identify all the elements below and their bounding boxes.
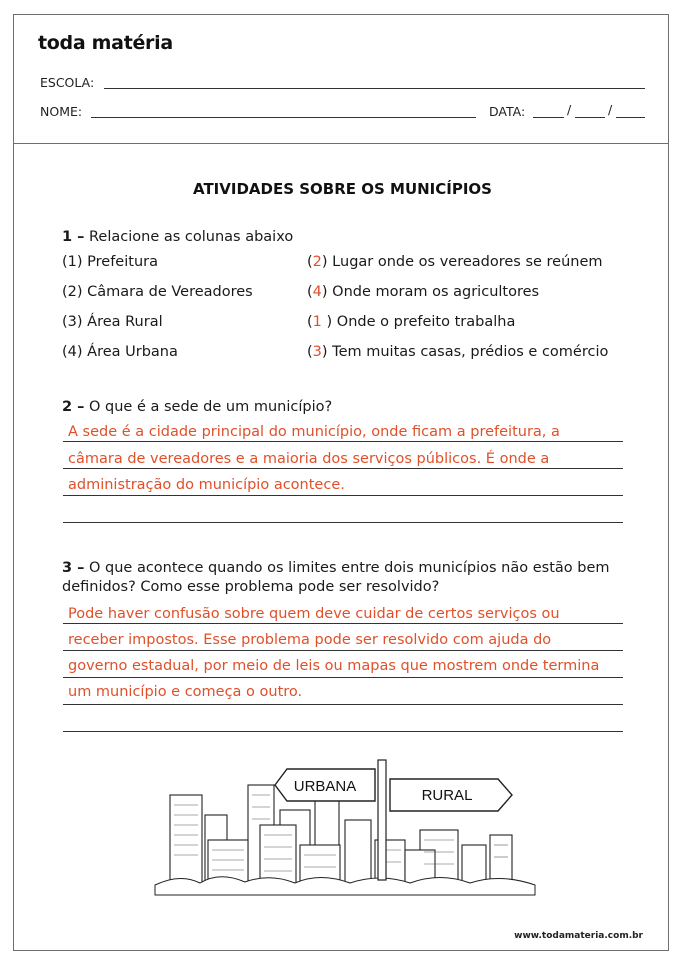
- question-prompt: O que é a sede de um município?: [89, 399, 333, 415]
- answer-line[interactable]: A sede é a cidade principal do município, onde ficam a prefeitura, a: [68, 424, 560, 440]
- header-divider: [13, 143, 669, 144]
- paren: (: [307, 254, 313, 270]
- question-number: 3 –: [62, 560, 85, 576]
- item-text: Onde o prefeito trabalha: [332, 314, 516, 330]
- answer-line[interactable]: câmara de vereadores e a maioria dos serviços públicos. É onde a: [68, 451, 550, 467]
- writing-line[interactable]: [63, 731, 623, 732]
- escola-field[interactable]: [104, 88, 645, 89]
- left-column-item: (4) Área Urbana: [62, 344, 178, 360]
- question-number: 1 –: [62, 229, 85, 245]
- date-month-field[interactable]: [575, 117, 605, 118]
- building: [345, 820, 371, 885]
- question-2: [62, 396, 332, 418]
- writing-line: [63, 441, 623, 442]
- question-number: 2 –: [62, 399, 85, 415]
- city-signpost-illustration: [150, 755, 540, 905]
- right-column-item: [307, 284, 539, 300]
- building: [170, 795, 202, 885]
- paren: ): [321, 314, 333, 330]
- right-column-item: [307, 254, 603, 270]
- writing-line[interactable]: [63, 522, 623, 523]
- left-column-item: (1) Prefeitura: [62, 254, 158, 270]
- paren: (: [307, 314, 313, 330]
- answer-line[interactable]: Pode haver confusão sobre quem deve cuidar de certos serviços ou: [68, 606, 560, 622]
- writing-line: [63, 704, 623, 705]
- building: [490, 835, 512, 885]
- paren: ): [321, 284, 328, 300]
- question-prompt-cont: definidos? Como esse problema pode ser resolvido?: [62, 579, 440, 595]
- nome-field[interactable]: [91, 117, 476, 118]
- answer-line[interactable]: um município e começa o outro.: [68, 684, 303, 700]
- match-answer[interactable]: 3: [312, 344, 322, 360]
- nome-label: NOME:: [40, 104, 83, 119]
- writing-line: [63, 468, 623, 469]
- question-prompt: Relacione as colunas abaixo: [89, 229, 294, 245]
- date-year-field[interactable]: [616, 117, 645, 118]
- paren: ): [321, 344, 328, 360]
- question-1: [62, 226, 293, 248]
- item-text: Tem muitas casas, prédios e comércio: [327, 344, 609, 360]
- escola-label: ESCOLA:: [40, 75, 95, 90]
- answer-line[interactable]: receber impostos. Esse problema pode ser resolvido com ajuda do: [68, 632, 552, 648]
- match-answer[interactable]: 4: [312, 284, 322, 300]
- left-column-item: (3) Área Rural: [62, 314, 163, 330]
- writing-line: [63, 623, 623, 624]
- right-column-item: [307, 344, 608, 360]
- answer-line[interactable]: governo estadual, por meio de leis ou mapas que mostrem onde termina: [68, 658, 600, 674]
- writing-line: [63, 495, 623, 496]
- paren: (: [307, 344, 313, 360]
- building: [260, 825, 296, 885]
- date-separator: /: [608, 102, 613, 117]
- item-text: Lugar onde os vereadores se reúnem: [327, 254, 603, 270]
- writing-line: [63, 677, 623, 678]
- writing-line: [63, 650, 623, 651]
- left-column-item: (2) Câmara de Vereadores: [62, 284, 253, 300]
- item-text: Onde moram os agricultores: [327, 284, 540, 300]
- sign-urbana-label: URBANA: [293, 778, 357, 795]
- paren: (: [307, 284, 313, 300]
- match-answer[interactable]: 2: [312, 254, 322, 270]
- logo: toda matéria: [38, 32, 173, 54]
- right-column-item: [307, 314, 515, 330]
- question-prompt: O que acontece quando os limites entre dois municípios não estão bem: [89, 560, 610, 576]
- page-title: ATIVIDADES SOBRE OS MUNICÍPIOS: [193, 180, 492, 198]
- data-label: DATA:: [489, 104, 526, 119]
- date-separator: /: [567, 102, 572, 117]
- date-day-field[interactable]: [533, 117, 564, 118]
- paren: ): [321, 254, 328, 270]
- building: [462, 845, 486, 885]
- footer-url: www.todamateria.com.br: [514, 931, 643, 941]
- sign-rural-label: RURAL: [421, 787, 473, 804]
- sign-post: [378, 760, 386, 880]
- match-answer[interactable]: 1: [312, 314, 322, 330]
- answer-line[interactable]: administração do município acontece.: [68, 477, 345, 493]
